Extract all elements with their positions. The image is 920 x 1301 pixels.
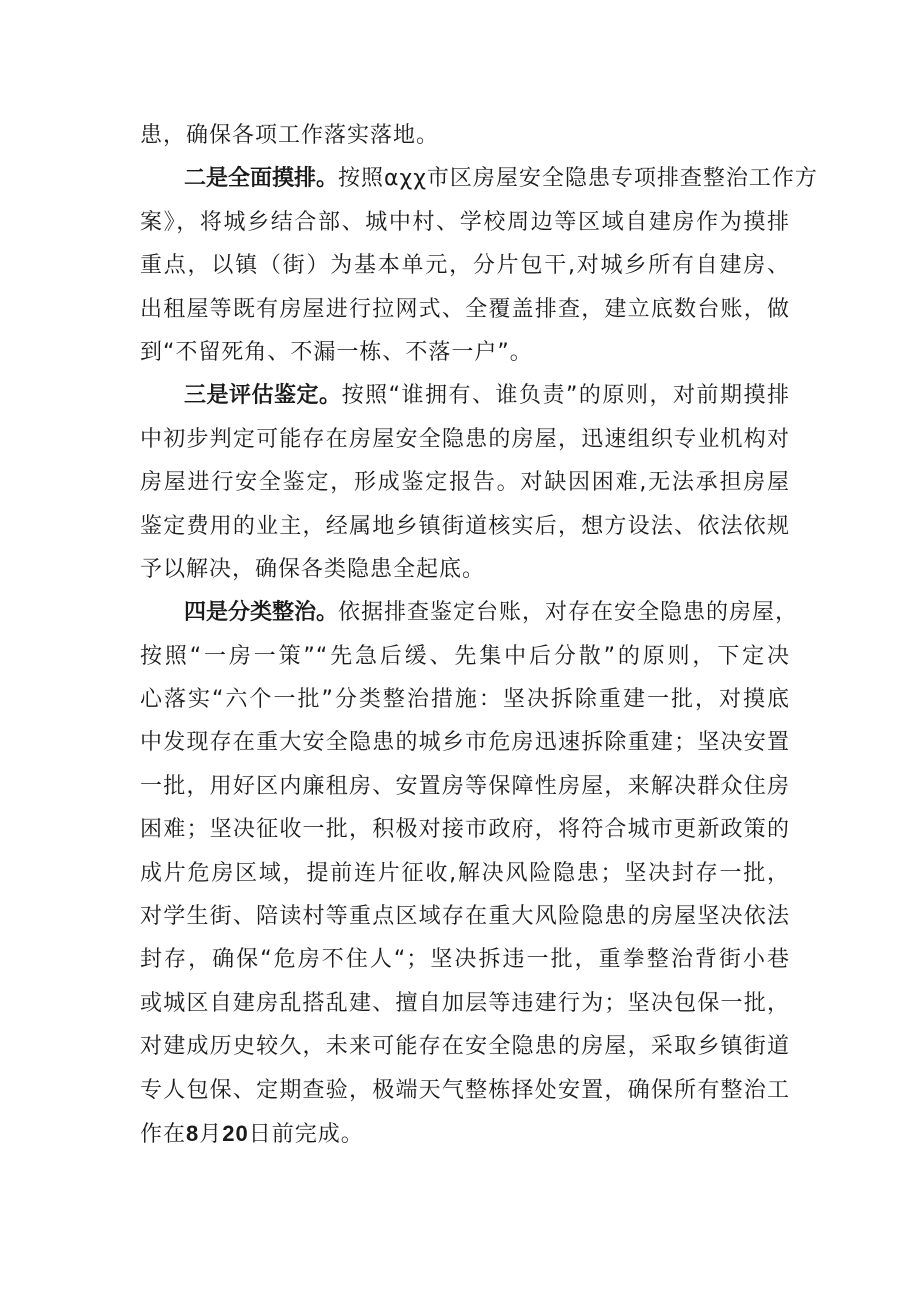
deadline-month: 8 bbox=[186, 1120, 200, 1146]
paragraph-3-text: 按照“谁拥有、谁负责”的原则，对前期摸排 bbox=[341, 383, 790, 409]
paragraph-3-line: 中初步判定可能存在房屋安全隐患的房屋，迅速组织专业机构对 bbox=[140, 426, 790, 452]
paragraph-4-line: 中发现存在重大安全隐患的城乡市危房迅速拆除重建；坚决安置 bbox=[140, 730, 790, 756]
paragraph-2-heading: 二是全面摸排。 bbox=[184, 166, 339, 192]
paragraph-4-line: 专人包保、定期查验，极端天气整栋择处安置，确保所有整治工 bbox=[140, 1077, 790, 1103]
deadline-text-pre: 作在 bbox=[140, 1121, 187, 1147]
paragraph-2-line: 案》，将城乡结合部、城中村、学校周边等区域自建房作为摸排 bbox=[140, 209, 790, 235]
paragraph-4-line: 对建成历史较久，未来可能存在安全隐患的房屋，采取乡镇街道 bbox=[140, 1034, 790, 1060]
paragraph-2-line: 重点，以镇（街）为基本单元，分片包干,对城乡所有自建房、 bbox=[140, 253, 790, 279]
paragraph-4-line: 一批，用好区内廉租房、安置房等保障性房屋，来解决群众住房 bbox=[140, 773, 790, 799]
paragraph-4-line: 按照“一房一策”“先急后缓、先集中后分散”的原则，下定决 bbox=[140, 643, 790, 669]
paragraph-4-last-line bbox=[140, 1112, 790, 1155]
paragraph-4-line: 心落实“六个一批”分类整治措施：坚决拆除重建一批，对摸底 bbox=[140, 687, 790, 713]
paragraph-4-text: 依据排查鉴定台账，对存在安全隐患的房屋， bbox=[338, 600, 799, 626]
deadline-text-mid: 月 bbox=[199, 1121, 223, 1147]
document-body bbox=[140, 114, 818, 1155]
paragraph-2-line: 到“不留死角、不漏一栋、不落一户”。 bbox=[140, 339, 533, 365]
paragraph-4-line: 或城区自建房乱搭乱建、擅自加层等违建行为；坚决包保一批， bbox=[140, 990, 790, 1016]
paragraph-3-line: 予以解决，确保各类隐患全起底。 bbox=[140, 556, 486, 582]
paragraph-4-line: 对学生街、陪读村等重点区域存在重大风险隐患的房屋坚决依法 bbox=[140, 904, 790, 930]
deadline-text-post: 日前完成。 bbox=[248, 1121, 364, 1147]
paragraph-1-line: 患，确保各项工作落实落地。 bbox=[140, 123, 440, 148]
paragraph-3-first-line bbox=[140, 374, 790, 417]
paragraph-3-line: 房屋进行安全鉴定，形成鉴定报告。对缺因困难,无法承担房屋 bbox=[140, 470, 790, 496]
paragraph-4-heading: 四是分类整治。 bbox=[184, 600, 339, 626]
paragraph-4-line: 成片危房区域，提前连片征收,解决风险隐患；坚决封存一批， bbox=[140, 860, 790, 886]
paragraph-2-first-line bbox=[140, 157, 818, 200]
paragraph-4-first-line bbox=[140, 591, 799, 634]
paragraph-3-line: 鉴定费用的业主，经属地乡镇街道核实后，想方设法、依法依规 bbox=[140, 513, 790, 539]
paragraph-4-line: 困难；坚决征收一批，积极对接市政府，将符合城市更新政策的 bbox=[140, 817, 790, 843]
paragraph-2-line: 出租屋等既有房屋进行拉网式、全覆盖排查，建立底数台账，做 bbox=[140, 296, 790, 322]
paragraph-4-line: 封存，确保“危房不住人“；坚决拆违一批，重拳整治背街小巷 bbox=[140, 947, 790, 973]
paragraph-3-heading: 三是评估鉴定。 bbox=[184, 383, 342, 409]
deadline-day: 20 bbox=[222, 1120, 249, 1146]
paragraph-2-text: 按照αχχ市区房屋安全隐患专项排查整治工作方 bbox=[338, 166, 818, 192]
